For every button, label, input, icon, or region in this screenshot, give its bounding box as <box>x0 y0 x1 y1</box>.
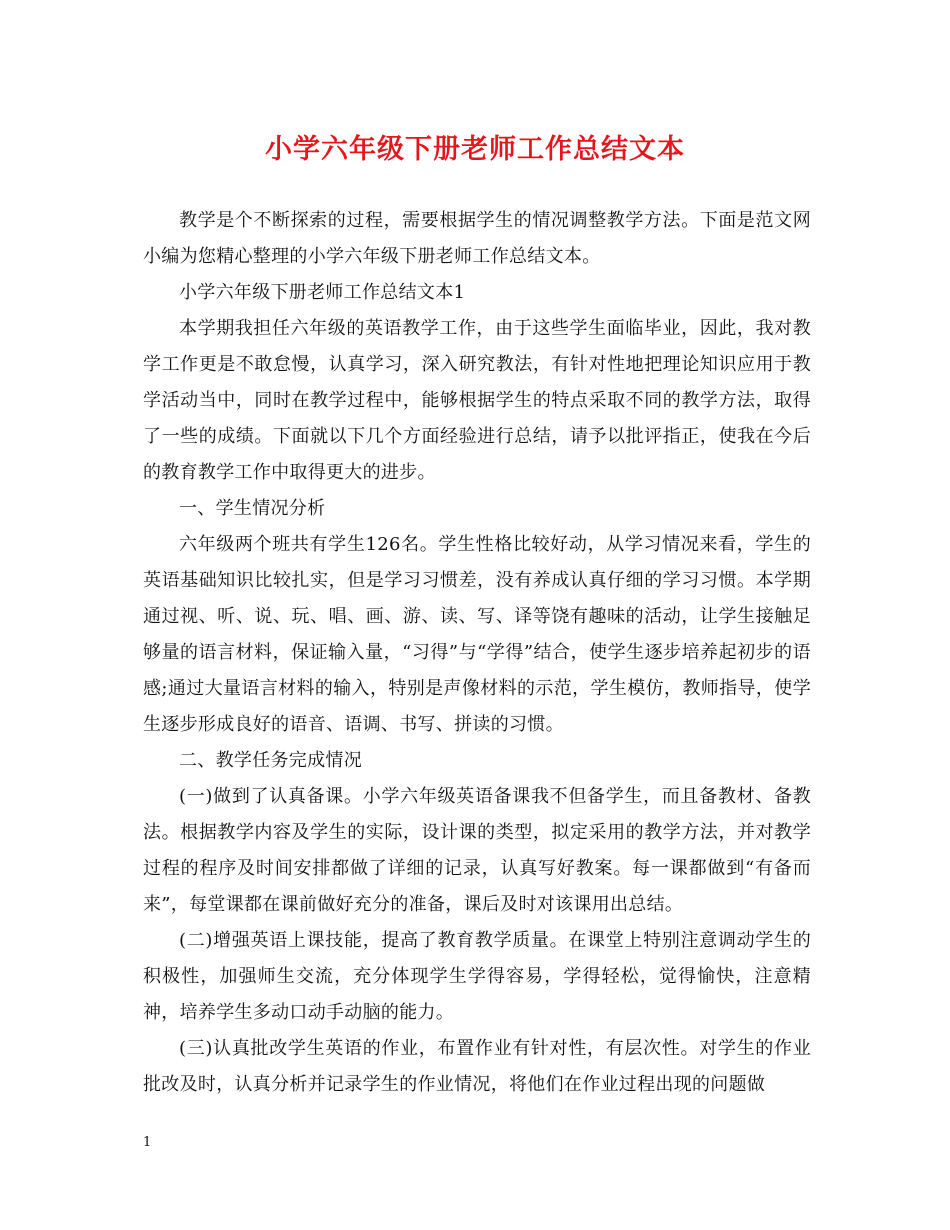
document-body <box>143 203 811 1103</box>
section-heading: 小学六年级下册老师工作总结文本1 <box>179 282 466 303</box>
body-paragraph: (一)做到了认真备课。小学六年级英语备课我不但备学生，而且备教材、备教法。根据教学内容及学生的实际，设计课的类型，拟定采用的教学方法，并对教学过程的程序及时间安排都做了详细的记录，认真写好教案。每一课都做到“有备而来”，每堂课都在课前做好充分的准备，课后及时对该课用出总结。 <box>143 786 811 915</box>
page-number: 1 <box>143 1135 152 1150</box>
document-title: 小学六年级下册老师工作总结文本 <box>265 134 685 165</box>
section-heading: 二、教学任务完成情况 <box>179 750 362 771</box>
body-paragraph: 本学期我担任六年级的英语教学工作，由于这些学生面临毕业，因此，我对教学工作更是不敢怠慢，认真学习，深入研究教法，有针对性地把理论知识应用于教学活动当中，同时在教学过程中，能够根据学生的特点采取不同的教学方法，取得了一些的成绩。下面就以下几个方面经验进行总结，请予以批评指正，使我在今后的教育教学工作中取得更大的进步。 <box>143 318 811 483</box>
intro-paragraph: 教学是个不断探索的过程，需要根据学生的情况调整教学方法。下面是范文网小编为您精心整理的小学六年级下册老师工作总结文本。 <box>143 210 811 267</box>
body-paragraph: (三)认真批改学生英语的作业，布置作业有针对性，有层次性。对学生的作业批改及时，认真分析并记录学生的作业情况，将他们在作业过程出现的问题做 <box>143 1038 811 1095</box>
body-paragraph: 六年级两个班共有学生126名。学生性格比较好动，从学习情况来看，学生的英语基础知识比较扎实，但是学习习惯差，没有养成认真仔细的学习习惯。本学期通过视、听、说、玩、唱、画、游、读、写、译等饶有趣味的活动，让学生接触足够量的语言材料，保证输入量，“习得”与“学得”结合，使学生逐步培养起初步的语感;通过大量语言材料的输入，特别是声像材料的示范，学生模仿，教师指导，使学生逐步形成良好的语音、语调、书写、拼读的习惯。 <box>143 534 811 735</box>
section-heading: 一、学生情况分析 <box>179 498 326 519</box>
body-paragraph: (二)增强英语上课技能，提高了教育教学质量。在课堂上特别注意调动学生的积极性，加强师生交流，充分体现学生学得容易，学得轻松，觉得愉快，注意精神，培养学生多动口动手动脑的能力。 <box>143 930 811 1023</box>
